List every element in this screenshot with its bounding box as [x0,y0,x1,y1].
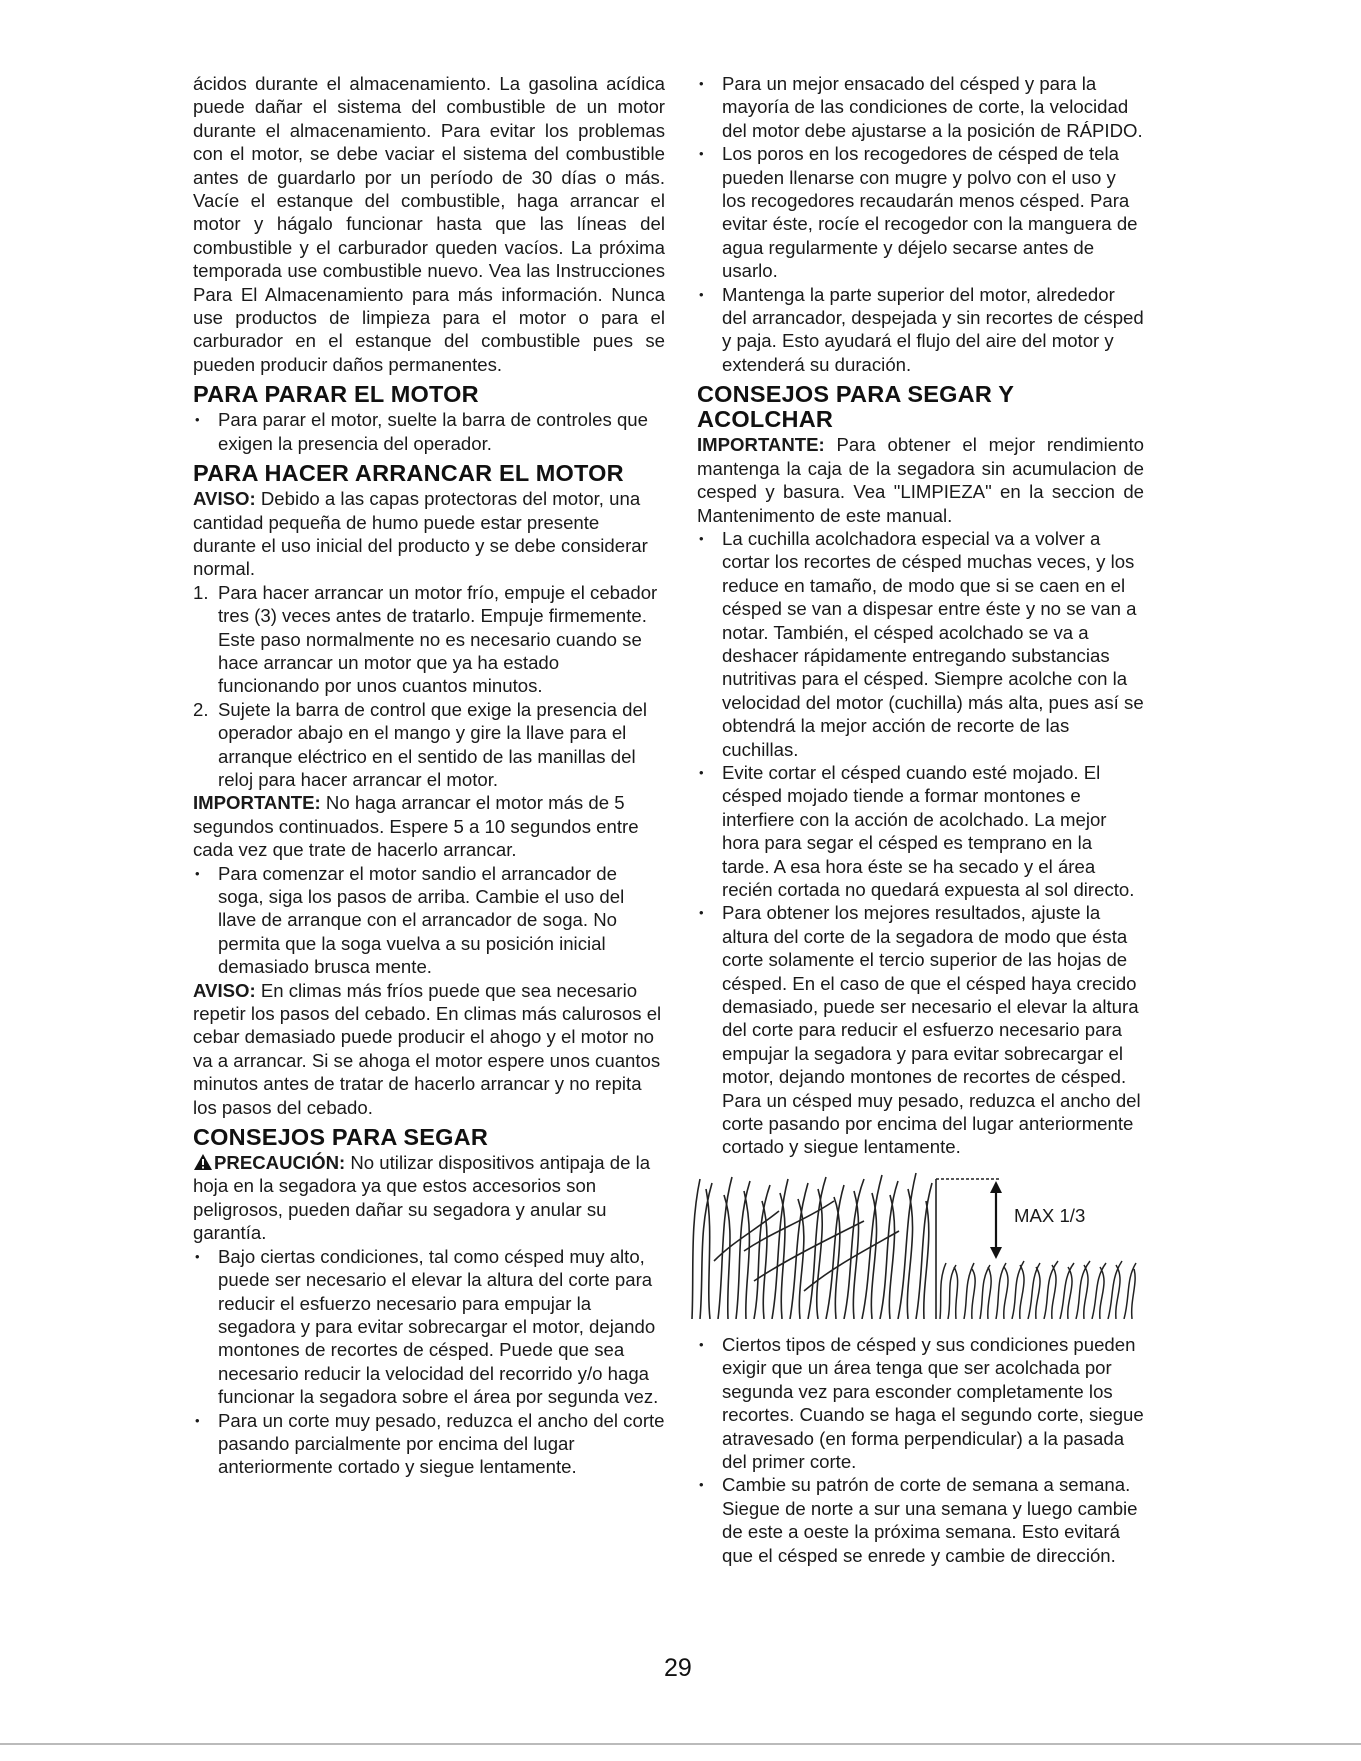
list-item: • Para parar el motor, suelte la barra de controles que exigen la presencia del operador. [193,408,665,455]
list-item: • Para un corte muy pesado, reduzca el ancho del corte pasando parcialmente por encima del lugar anteriormente cortado y siegue lentamente. [193,1409,665,1479]
list-item: • Ciertos tipos de césped y sus condiciones pueden exigir que un área tenga que ser acolchada por segunda vez para esconder completamente los recortes. Cuando se haga el segundo corte, siegue atravesado (en forma perpendicular) a la pasada del primer corte. [697,1333,1144,1473]
right-column [697,72,1144,1567]
storage-paragraph: ácidos durante el almacenamiento. La gasolina acídica puede dañar el sistema del combustible de un motor durante el almacenamiento. Para evitar los problemas con el motor, se debe vaciar el sistema del combustible antes de guardarlo por un período de 30 días o más. Vacíe el estanque del combustible, haga arrancar el motor y hágalo funcionar hasta que las líneas del combustible y el carburador queden vacíos. La próxima temporada use combustible nuevo. Vea las Instrucciones Para El Almacenamiento para más información. Nunca use productos de limpieza para el motor o para el carburador en el estanque del combustible pues se pueden producir daños permanentes. [193,73,665,375]
aviso-text: En climas más fríos puede que sea necesario repetir los pasos del cebado. En climas más calurosos el cebar demasiado puede producir el ahogo y el motor no va a arrancar. Si se ahoga el motor espere unos cuantos minutos antes de tratar de hacerlo arrancar y no repita los pasos del cebado. [193,979,662,1118]
list-item: • Los poros en los recogedores de césped de tela pueden llenarse con mugre y polvo con el uso y los recogedores recaudarán menos césped. Para evitar éste, rocíe el recogedor con la manguera de agua regularmente y déjelo secarse antes de usarlo. [697,142,1144,282]
list-item: • Para comenzar el motor sandio el arrancador de soga, siga los pasos de arriba. Cambie el uso del llave de arranque con el arrancador de soga. No permita que la soga vuelva a su posición inicial demasiado brusca mente. [193,862,665,979]
aviso-text: Debido a las capas protectoras del motor, una cantidad pequeña de humo puede estar presente durante el uso inicial del producto y se debe considerar normal. [193,488,648,580]
bagging-tips-list [697,72,1144,376]
list-item: • La cuchilla acolchadora especial va a volver a cortar los recortes de césped muchas veces, y los reduce en tamaño, de modo que si se caen en el césped se van a dispesar entre éste y no se van a notar. También, el césped acolchado se va a deshacer rápidamente entregando substancias nutritivas para el césped. Siempre acolche con la velocidad del motor (cuchilla) más alta, pues así se obtendrá la mejor acción de recorte de las cuchillas. [697,527,1144,761]
importante-label: IMPORTANTE: [697,434,825,456]
step-text: Sujete la barra de control que exige la presencia del operador abajo en el mango y gire la llave para el arranque eléctrico en el sentido de las manillas del reloj para hacer arrancar el motor. [218,698,647,790]
list-item [193,581,665,698]
aviso-label: AVISO: [193,979,256,1001]
list-item: • Para obtener los mejores resultados, ajuste la altura del corte de la segadora de modo que ésta corte solamente el tercio superior de las hojas de césped. En el caso de que el césped haya crecido demasiado, puede ser necesario el elevar la altura del corte para reducir el esfuerzo necesario para empujar la segadora y para evitar sobrecargar el motor, dejando montones de recortes de césped. Para un césped muy pesado, reduzca el ancho del corte pasando por encima del lugar anteriormente cortado y siegue lentamente. [697,901,1144,1158]
importante-text: No haga arrancar el motor más de 5 segundos continuados. Espere 5 a 10 segundos entre cada vez que trate de hacerlo arrancar. [193,792,639,861]
page-number: 29 [664,1654,692,1682]
precaucion-label: PRECAUCIÓN: [214,1152,346,1174]
start-engine-heading: PARA HACER ARRANCAR EL MOTOR [193,460,624,487]
warning-triangle-icon [193,1153,213,1171]
precaucion-paragraph [193,1151,665,1245]
precaucion-text: No utilizar dispositivos antipaja de la hoja en la segadora ya que estos accesorios son peligrosos, pueden dañar su segadora y anular su garantía. [193,1152,651,1244]
mowing-tips-list [193,1245,665,1479]
aviso-cold-paragraph [193,979,665,1119]
list-item: • Evite cortar el césped cuando esté mojado. El césped mojado tiende a formar montones e interfiere con la acción de acolchado. La mejor hora para segar el césped es temprano en la tarde. A esa hora éste se ha secado y el área recién cortada no quedará expuesta al sol directo. [697,761,1144,901]
grass-illustration-icon [684,1171,1139,1319]
start-steps-list [193,581,665,792]
step-number: 2. [193,698,209,720]
list-item: • Bajo ciertas condiciones, tal como césped muy alto, puede ser necesario el elevar la altura del corte para reducir el esfuerzo necesario para empujar la segadora y para evitar sobrecargar el motor, dejando montones de recortes de césped. Puede que sea necesario reducir la velocidad del recorrido y/o haga funcionar la segadora sobre el área por segunda vez. [193,1245,665,1409]
mowing-tips-heading: CONSEJOS PARA SEGAR [193,1124,488,1151]
aviso-label: AVISO: [193,488,256,510]
mulching-tips-list [697,527,1144,1159]
stop-engine-heading: PARA PARAR EL MOTOR [193,381,479,408]
importante-paragraph [697,433,1144,527]
rope-start-list [193,862,665,979]
mulching-tips-heading: CONSEJOS PARA SEGAR Y ACOLCHAR [697,381,1014,433]
list-item: • Cambie su patrón de corte de semana a semana. Siegue de norte a sur una semana y luego cambie de este a oeste la próxima semana. Esto evitará que el césped se enrede y cambie de dirección. [697,1473,1144,1567]
importante-text: Para obtener el mejor rendimiento mantenga la caja de la segadora sin acumulacion de cesped y basura. Vea "LIMPIEZA" en la seccion de Mantenimento de este manual. [697,434,1144,526]
importante-label: IMPORTANTE: [193,792,321,814]
second-cut-tips-list [697,1333,1144,1567]
importante-paragraph [193,791,665,861]
list-item: • Mantenga la parte superior del motor, alrededor del arrancador, despejada y sin recortes de césped y paja. Esto ayudará el flujo del aire del motor y extenderá su duración. [697,283,1144,377]
stop-engine-list [193,408,665,455]
grass-cut-height-illustration [684,1171,1139,1319]
step-number: 1. [193,581,209,603]
step-text: Para hacer arrancar un motor frío, empuje el cebador tres (3) veces antes de tratarlo. Empuje firmemente. Este paso normalmente no es necesario cuando se hace arrancar un motor que ya ha estado funcionando por unos cuantos minutos. [218,581,658,697]
bottom-rule-divider [0,1743,1361,1745]
max-one-third-label: MAX 1/3 [1014,1204,1086,1226]
list-item: • Para un mejor ensacado del césped y para la mayoría de las condiciones de corte, la velocidad del motor debe ajustarse a la posición de RÁPIDO. [697,72,1144,142]
aviso-paragraph [193,487,665,581]
left-column [193,72,665,1479]
list-item [193,698,665,792]
